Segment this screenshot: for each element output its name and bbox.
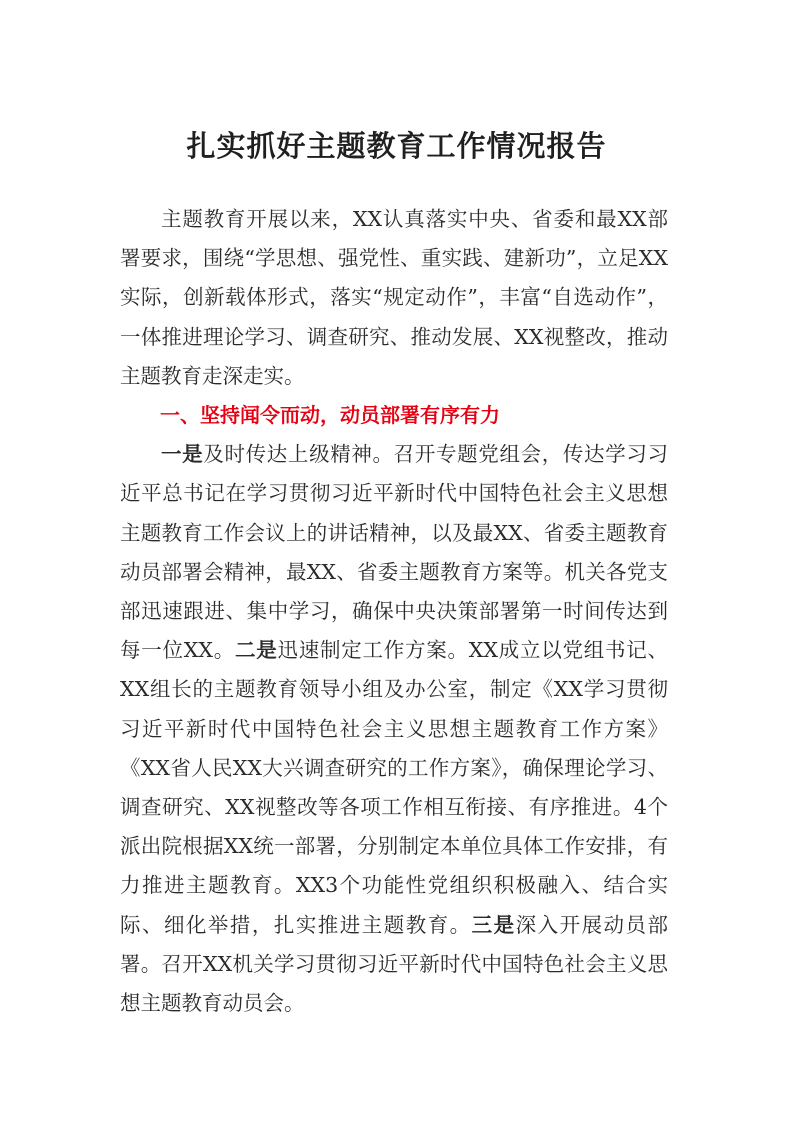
point-two-lead: 二是: [234, 638, 278, 663]
point-three-lead: 三是: [471, 912, 516, 937]
intro-paragraph: 主题教育开展以来，XX认真落实中央、省委和最XX部署要求，围绕“学思想、强党性、重实践、建新功”，立足XX实际，创新载体形式，落实“规定动作”，丰富“自选动作”，一体推进理论学习、调查研究、推动发展、XX视整改，推动主题教育走深走实。: [120, 207, 668, 388]
point-one-lead: 一是: [161, 442, 204, 467]
point-three-text: 深入开展动员部署。召开XX机关学习贯彻习近平新时代中国特色社会主义思想主题教育动员会。: [120, 912, 669, 1016]
section-heading-1: 一、坚持闻令而动，动员部署有序有力: [160, 403, 500, 428]
point-one-text: 及时传达上级精神。召开专题党组会，传达学习习近平总书记在学习贯彻习近平新时代中国特色社会主义思想主题教育工作会议上的讲话精神，以及最XX、省委主题教育动员部署会精神，最XX、省委主题教育方案等。机关各党支部迅速跟进、集中学习，确保中央决策部署第一时间传达到每一位XX。: [120, 442, 669, 663]
document-title: 扎实抓好主题教育工作情况报告: [186, 129, 607, 163]
document-body: [120, 200, 668, 1023]
point-two-text: 迅速制定工作方案。XX成立以党组书记、XX组长的主题教育领导小组及办公室，制定《XX学习贯彻习近平新时代中国特色社会主义思想主题教育工作方案》《XX省人民XX大兴调查研究的工作方案》，确保理论学习、调查研究、XX视整改等各项工作相互衔接、有序推进。4个派出院根据XX统一部署，分别制定本单位具体工作安排，有力推进主题教育。XX3个功能性党组织积极融入、结合实际、细化举措，扎实推进主题教育。: [120, 638, 668, 937]
section-1-paragraph: [120, 435, 668, 1023]
